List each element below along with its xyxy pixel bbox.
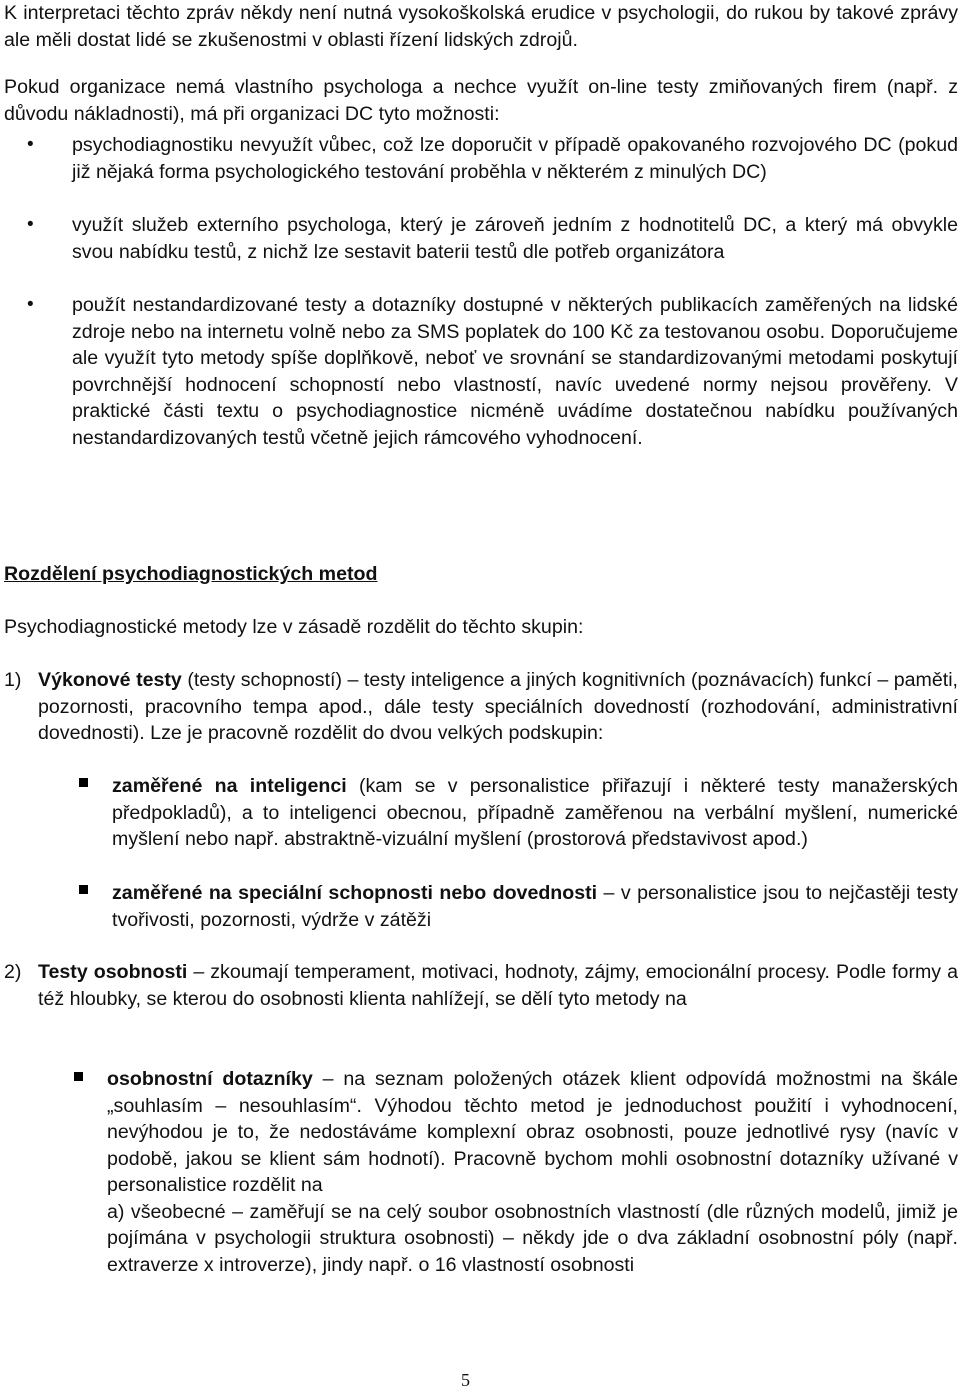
- subgroup-item: [112, 880, 958, 933]
- subgroup-title: osobnostní dotazníky: [107, 1068, 313, 1090]
- square-bullet-icon: [74, 1072, 83, 1081]
- subgroup-paragraph: [107, 1066, 958, 1199]
- group-description: [38, 959, 958, 1012]
- option-item: využít služeb externího psychologa, který je zároveň jedním z hodnotitelů DC, a který má obvykle svou nabídku testů, z nichž lze sestavit baterii testů dle potřeb organizátora: [72, 214, 958, 263]
- list-number: 2): [4, 961, 22, 983]
- bullet-dot-icon: •: [27, 294, 34, 315]
- bullet-dot-icon: •: [27, 134, 34, 155]
- option-item: psychodiagnostiku nevyužít vůbec, což lze doporučit v případě opakovaného rozvojového DC (pokud již nějaká forma psychologického testování proběhla v některém z minulých DC): [72, 134, 958, 183]
- group-text: – zkoumají temperament, motivaci, hodnoty, zájmy, emocionální procesy. Podle formy a též hloubky, se kterou do osobnosti klienta nahlížejí, se dělí tyto metody na: [38, 961, 958, 1010]
- square-bullet-icon: [79, 885, 88, 894]
- subgroup-text: – na seznam položených otázek klient odpovídá možnostmi na škále „souhlasím – nesouhlasím“. Výhodou těchto metod je jednoduchost použití i vyhodnocení, nevýhodou je to, že nedostáváme komplexní obraz osobnosti, pouze jednotlivé rysy (navíc v podobě, jakou se klient sám hodnotí). Pracovně bychom mohli osobnostní dotazníky užívané v personalistice rozdělit na: [107, 1068, 958, 1196]
- option-item: použít nestandardizované testy a dotazníky dostupné v některých publikacích zaměřených na lidské zdroje nebo na internetu volně nebo za SMS poplatek do 100 Kč za testovanou osobu. Doporučujeme ale využít tyto metody spíše doplňkově, neboť ve srovnání se standardizovanými metodami poskytují povrchnější hodnocení schopností nebo vlastností, navíc uvedené normy nejsou prověřeny. V praktické části textu o psychodiagnostice nicméně uvádíme dostatečnou nabídku používaných nestandardizovaných testů včetně jejich rámcového vyhodnocení.: [72, 294, 958, 449]
- subgroup-title: zaměřené na speciální schopnosti nebo dovednosti: [112, 882, 598, 904]
- subgroup-text: – v personalistice jsou to nejčastěji testy tvořivosti, pozornosti, výdrže v zátěži: [112, 882, 958, 931]
- page-number: 5: [461, 1370, 470, 1390]
- group-title: Testy osobnosti: [38, 961, 188, 983]
- paragraph-intro: K interpretaci těchto zpráv někdy není nutná vysokoškolská erudice v psychologii, do rukou by takové zprávy ale měli dostat lidé se zkušenostmi v oblasti řízení lidských zdrojů.: [4, 2, 958, 51]
- subgroup-item: [107, 1066, 958, 1278]
- subgroup-title: zaměřené na inteligenci: [112, 775, 347, 797]
- paragraph-groups-intro: Psychodiagnostické metody lze v zásadě rozdělit do těchto skupin:: [4, 616, 584, 638]
- paragraph-options-intro: Pokud organizace nemá vlastního psychologa a nechce využít on-line testy zmiňovaných firem (např. z důvodu nákladnosti), má při organizaci DC tyto možnosti:: [4, 76, 958, 125]
- group-title: Výkonové testy: [38, 669, 182, 691]
- subgroup-text: (kam se v personalistice přiřazují i některé testy manažerských předpokladů), a to inteligenci obecnou, případně zaměřenou na verbální myšlení, numerické myšlení nebo např. abstraktně-vizuální myšlení (prostorová představivost apod.): [112, 775, 958, 850]
- bullet-dot-icon: •: [27, 214, 34, 235]
- subgroup-item: [112, 773, 958, 853]
- group-text: (testy schopností) – testy inteligence a jiných kognitivních (poznávacích) funkcí – paměti, pozornosti, pracovního tempa apod., dále testy speciálních dovedností (rozhodování, administrativní dovednosti). Lze je pracovně rozdělit do dvou velkých podskupin:: [38, 669, 958, 744]
- section-heading: Rozdělení psychodiagnostických metod: [4, 563, 378, 585]
- group-description: [38, 667, 958, 747]
- square-bullet-icon: [79, 778, 88, 787]
- list-number: 1): [4, 669, 22, 691]
- subgroup-point-a: a) všeobecné – zaměřují se na celý soubor osobnostních vlastností (dle různých modelů, jimiž je pojímána v psychologii struktura osobnosti) – někdy jde o dva základní osobnostní póly (např. extraverze x introverze), jindy např. o 16 vlastností osobnosti: [107, 1200, 958, 1276]
